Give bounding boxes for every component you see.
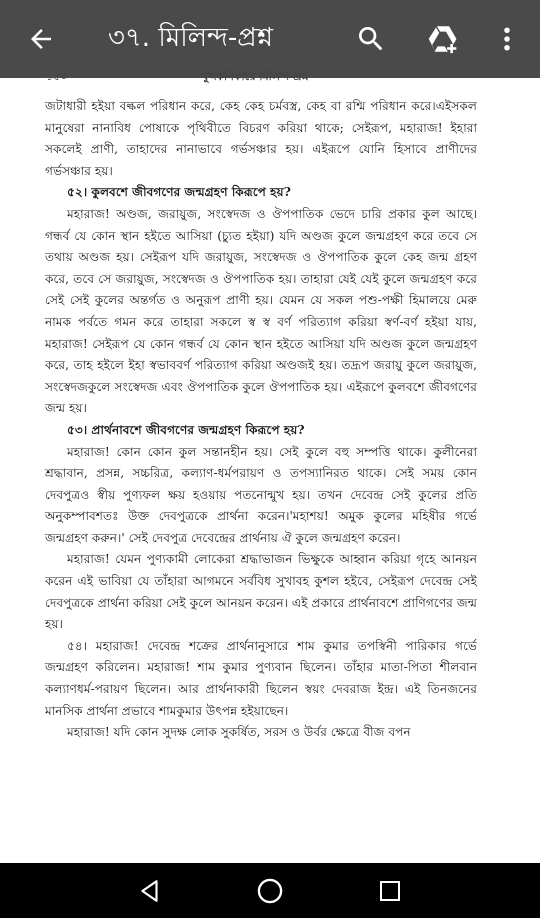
page-number: ১৫০ (46, 70, 68, 83)
search-icon (355, 23, 387, 55)
question-heading: ৫২। কুলবশে জীবগণের জন্মগ্রহণ কিরূপে হয়? (67, 185, 291, 200)
app-bar (0, 0, 540, 78)
system-navigation-bar (0, 863, 540, 918)
arrow-left-icon (26, 24, 56, 54)
paragraph: জটাধারী হইয়া বল্কল পরিধান করে, কেহ কেহ চর্মবস্ত্র, কেহ বা রশ্মি পরিধান করে।এইসকল মানুষেরা নানাবিধ পোষাকে পৃথিবীতে বিচরণ করিয়া থাকে; সেইরূপ, মহারাজ! ইহারা সকলেই প্রাণী, তাহাদের নানাভাবে গর্ভসঞ্চার হয়। এইরূপে যোনি হিসাবে প্রাণীদের গর্ভসঞ্চার হয়। (45, 99, 477, 178)
nav-home-button[interactable] (248, 869, 292, 913)
page-header (46, 68, 486, 88)
nav-recents-button[interactable] (368, 869, 412, 913)
paragraph: মহারাজ! যেমন পুণ্যকামী লোকেরা শ্রদ্ধাভাজন ভিক্ষুকে আহ্বান করিয়া গৃহে আনয়ন করেন এই ভাবিয়া যে তাঁহারা আগমনে সর্ববিধ সুখাবহ কুশল হইবে, সেইরূপ দেবেন্দ্র সেই দেবপুত্রকে প্রার্থনা করিয়া সেই কুলে আনয়ন করেন। এই প্রকারে প্রার্থনাবশে প্রাণিগণের জন্ম হয়। (45, 552, 477, 632)
nav-home-circle-icon (256, 877, 284, 905)
google-drive-add-icon (426, 22, 460, 56)
document-title: ৩৭. মিলিন্দ-প্রশ্ন (108, 23, 274, 53)
back-button[interactable] (18, 16, 64, 62)
save-to-drive-button[interactable] (420, 16, 466, 62)
more-vert-icon (492, 24, 522, 54)
search-button[interactable] (348, 16, 394, 62)
nav-back-triangle-icon (137, 878, 163, 904)
paragraph: ৫৪। মহারাজ! দেবেন্দ্র শক্রের প্রার্থনানুসারে শাম কুমার তপস্বিনী পারিকার গর্ভে জন্মগ্রহণ করিলেন। মহারাজ! শাম কুমার পুণ্যবান ছিলেন। তাঁহার মাতা-পিতা শীলবান কল্যাণধর্ম-পরায়ণ ছিলেন। আর প্রার্থনাকারী ছিলেন স্বয়ং দেবরাজ ইন্দ্র। এই তিনজনের মানসিক প্রার্থনা প্রভাবে শামকুমার উৎপন্ন হইয়াছেন। (45, 638, 477, 718)
nav-recents-square-icon (378, 879, 402, 903)
page-body (45, 96, 477, 744)
nav-back-button[interactable] (128, 869, 172, 913)
more-options-button[interactable] (484, 16, 530, 62)
question-heading: ৫৩। প্রার্থনাবশে জীবগণের জন্মগ্রহণ কিরূপে হয়? (67, 422, 305, 437)
paragraph: মহারাজ! যদি কোন সুদক্ষ লোক সুকর্ষিত, সরস ও উর্বর ক্ষেত্রে বীজ বপন (67, 725, 411, 740)
pdf-page[interactable] (0, 70, 540, 863)
running-head: খুদ্দকনিকায়ে মিলিন্দ-প্রশ্ন (201, 70, 309, 83)
paragraph: মহারাজ! অণ্ডজ, জরায়ুজ, সংস্বেদজ ও ঔপপাতিক ভেদে চারি প্রকার কুল আছে। গন্ধর্ব যে কোন স্থান হইতে আসিয়া (চ্যুত হইয়া) যদি অণ্ডজ কুলে জন্মগ্রহণ করে তবে সে তথায় অণ্ডজ হয়। সেইরূপ যদি জরায়ুজ, সংস্বেদজ ও ঔপপাতিক কুলে কেহ জন্ম গ্রহণ করে, তবে সে জরায়ুজ, সংস্বেদজ ও ঔপপাতিক হয়। তাহারা যেই যেই কুলে জন্মগ্রহণ করে সেই সেই কুলের অন্তর্গত ও অনুরূপ প্রাণী হয়। যেমন যে সকল পশু-পক্ষী হিমালয়ে মেরু নামক পর্বতে গমন করে তাহারা সকলে স্ব স্ব বর্ণ পরিত্যাগ করিয়া স্বর্ণ-বর্ণ হইয়া যায়, মহারাজ! সেইরূপ যে কোন গন্ধর্ব যে কোন স্থান হইতে আসিয়া যদি অণ্ডজ কুলে জন্মগ্রহণ করে, তাহ হইলে ইহা স্বভাববর্ণ পরিত্যাগ করিয়া অণ্ডজই হয়। তদ্রূপ জরায়ু কুলে জরায়ুজ, সংস্বেদজকুলে সংস্বেদজ এবং ঔপপাতিক কুলে ঔপপাতিক হয়। এইরূপে কুলবশে জীবগণের জন্ম হয়। (45, 206, 477, 416)
paragraph: মহারাজ! কোন কোন কুল সন্তানহীন হয়। সেই কুলে বহু সম্পত্তি থাকে। কুলীনেরা শ্রদ্ধাবান, প্রসন্ন, সচ্চরিত্র, কল্যাণ-ধর্মপরায়ণ ও তপস্যানিরত থাকে। সেই সময় কোন দেবপুত্রও স্বীয় পুণ্যফল ক্ষয় হওয়ায় পতনোন্মুখ হয়। তখন দেবেন্দ্র সেই কুলের প্রতি অনুকম্পাবশতঃ উক্ত দেবপুত্রকে প্রার্থনা করেন।'মহাশয়! অমুক কুলের মহিষীর গর্ভে জন্মগ্রহণ করুন।' সেই দেবপুত্র দেবেন্দ্রের প্রার্থনায় ঐ কুলে জন্মগ্রহণ করেন। (45, 444, 477, 545)
